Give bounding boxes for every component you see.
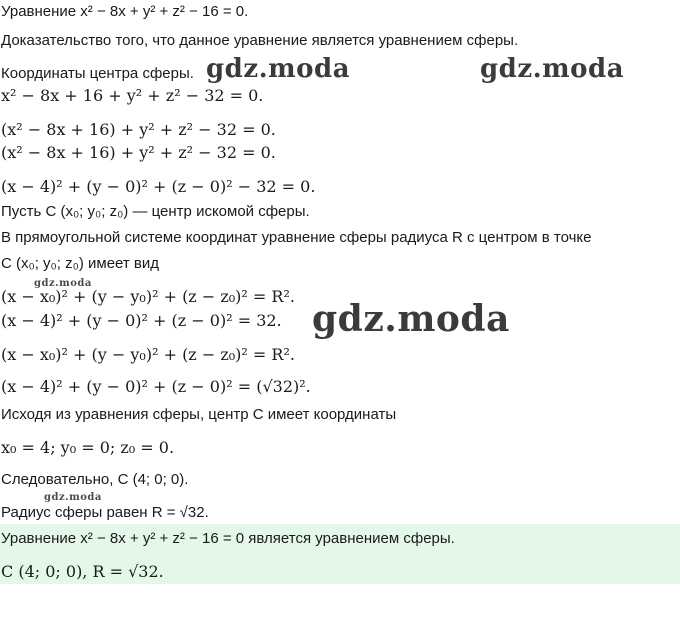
center-definition: Пусть C (x₀; y₀; z₀) — центр искомой сферы. [1,203,310,220]
watermark: gdz.moda [312,298,510,340]
radius-conclusion: Радиус сферы равен R = √32. [1,504,209,521]
center-coordinates-values: x₀ = 4; y₀ = 0; z₀ = 0. [1,438,175,457]
watermark: gdz.moda [206,54,351,84]
proof-heading: Доказательство того, что данное уравнение является уравнением сферы. [1,32,519,49]
equation-step-4: (x − 4)² + (y − 0)² + (z − 0)² − 32 = 0. [1,177,316,196]
answer-statement: Уравнение x² − 8x + y² + z² − 16 = 0 является уравнением сферы. [1,530,455,547]
watermark: gdz.moda [34,278,92,289]
equation-step-1: x² − 8x + 16 + y² + z² − 32 = 0. [1,86,264,105]
problem-statement: Уравнение x² − 8x + y² + z² − 16 = 0. [1,3,249,20]
general-sphere-equation: (x − x₀)² + (y − y₀)² + (z − z₀)² = R². [1,287,295,306]
radius-squared-equation: (x − 4)² + (y − 0)² + (z − 0)² = (√32)². [1,377,311,396]
answer-block [0,524,680,584]
watermark: gdz.moda [44,492,102,503]
equation-step-2: (x² − 8x + 16) + y² + z² − 32 = 0. [1,120,276,139]
equation-step-3: (x² − 8x + 16) + y² + z² − 32 = 0. [1,143,276,162]
center-coordinates-intro: Исходя из уравнения сферы, центр C имеет координаты [1,406,397,423]
watermark: gdz.moda [480,54,625,84]
center-conclusion: Следовательно, C (4; 0; 0). [1,471,189,488]
general-sphere-equation-repeat: (x − x₀)² + (y − y₀)² + (z − z₀)² = R². [1,345,295,364]
sphere-equation-intro-cont: C (x₀; y₀; z₀) имеет вид [1,255,160,272]
center-heading: Координаты центра сферы. [1,65,194,82]
sphere-equation-intro: В прямоугольной системе координат уравнение сферы радиуса R с центром в точке [1,229,592,246]
specific-sphere-equation: (x − 4)² + (y − 0)² + (z − 0)² = 32. [1,311,282,330]
answer-result: C (4; 0; 0), R = √32. [1,562,164,581]
